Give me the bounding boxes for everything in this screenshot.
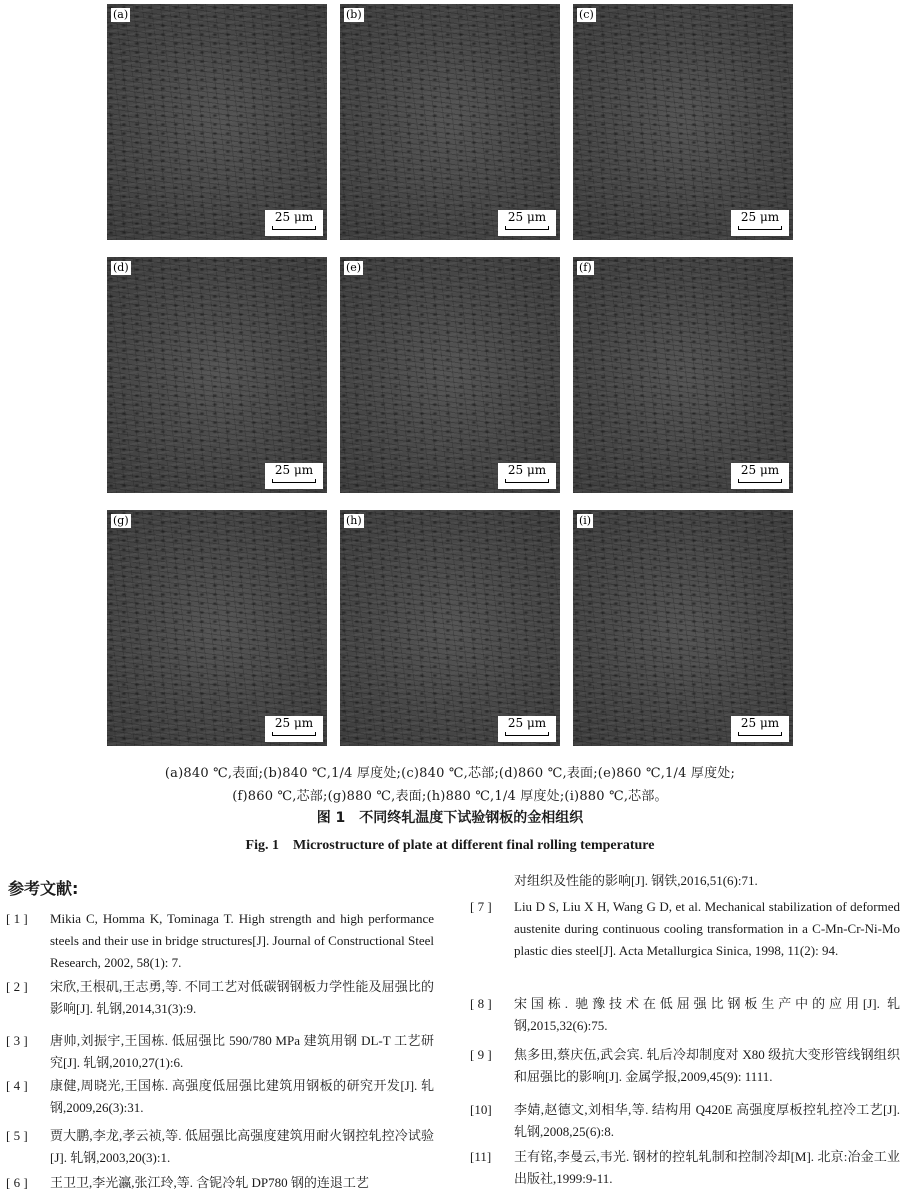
reference-text: 贾大鹏,李龙,孝云祯,等. 低屈强比高强度建筑用耐火钢控轧控冷试验[J]. 轧钢,2003,20(3):1. (50, 1128, 434, 1165)
scale-bar-label: 25 μm (507, 463, 547, 477)
reference-text: 唐帅,刘振宇,王国栋. 低屈强比 590/780 MPa 建筑用钢 DL-T 工艺研究[J]. 轧钢,2010,27(1):6. (50, 1033, 434, 1070)
panel-label: (a) (113, 8, 129, 21)
reference-item (6, 1075, 434, 1119)
panel-label: (g) (113, 514, 129, 527)
micrograph-panel (340, 4, 560, 240)
reference-number: [ 3 ] (6, 1033, 28, 1048)
figure-caption-chinese: 图 1 不同终轧温度下试验钢板的金相组织 (316, 810, 584, 826)
reference-text: Liu D S, Liu X H, Wang G D, et al. Mechanical stabilization of deformed austenite during continuous cooling transformation in a C-Mn-Cr-Ni-Mo plastic dies steel[J]. Acta Metallurgica Sinica, 1998, 11(2): 94. (514, 899, 900, 958)
scale-bar-label: 25 μm (274, 210, 314, 224)
references-heading: 参考文献: (8, 879, 79, 898)
scale-bar (265, 210, 323, 236)
panel-label: (i) (579, 514, 592, 527)
scale-bar-label: 25 μm (274, 716, 314, 730)
micrograph-panel (573, 510, 793, 746)
reference-text: Mikia C, Homma K, Tominaga T. High strength and high performance steels and their use in bridge structures[J]. Journal of Constructional Steel Research, 2002, 58(1): 7. (50, 911, 434, 970)
reference-number: [ 9 ] (470, 1047, 492, 1062)
reference-text: 对组织及性能的影响[J]. 钢铁,2016,51(6):71. (514, 873, 758, 888)
scale-bar (498, 463, 556, 489)
reference-item (6, 1030, 434, 1074)
micrograph-panel (573, 4, 793, 240)
panel-label: (e) (346, 261, 362, 274)
reference-text: 李婧,赵德文,刘相华,等. 结构用 Q420E 高强度厚板控轧控冷工艺[J]. 轧钢,2008,25(6):8. (514, 1102, 900, 1139)
micrograph-panel (573, 257, 793, 493)
reference-text: 王卫卫,李光瀛,张江玲,等. 含铌冷轧 DP780 钢的连退工艺 (50, 1175, 369, 1190)
scale-bar-label: 25 μm (507, 716, 547, 730)
reference-number: [ 1 ] (6, 911, 28, 926)
scale-bar (265, 716, 323, 742)
reference-item (470, 1146, 900, 1190)
reference-number: [ 7 ] (470, 899, 492, 914)
reference-number: [11] (470, 1149, 492, 1164)
reference-item (6, 908, 434, 974)
reference-number: [ 5 ] (6, 1128, 28, 1143)
reference-number: [ 2 ] (6, 979, 28, 994)
figure-subcaption-line-1: (a)840 ℃,表面;(b)840 ℃,1/4 厚度处;(c)840 ℃,芯部;(d)860 ℃,表面;(e)860 ℃,1/4 厚度处; (164, 766, 736, 781)
reference-item (470, 993, 900, 1037)
scale-bar (731, 463, 789, 489)
micrograph-panel (107, 257, 327, 493)
reference-number: [ 6 ] (6, 1175, 28, 1190)
micrograph-panel (340, 257, 560, 493)
panel-label: (h) (346, 514, 362, 527)
scale-bar (498, 716, 556, 742)
reference-item (6, 1172, 434, 1194)
reference-text: 宋国栋. 驰豫技术在低屈强比钢板生产中的应用[J]. 轧钢,2015,32(6):75. (514, 996, 900, 1033)
reference-number: [ 4 ] (6, 1078, 28, 1093)
reference-item (6, 1125, 434, 1169)
scale-bar-label: 25 μm (740, 716, 780, 730)
panel-label: (c) (579, 8, 594, 21)
reference-text: 焦多田,蔡庆伍,武会宾. 轧后冷却制度对 X80 级抗大变形管线钢组织和屈强比的影响[J]. 金属学报,2009,45(9): 1111. (514, 1047, 900, 1084)
scale-bar-label: 25 μm (740, 463, 780, 477)
micrograph-panel (107, 510, 327, 746)
micrograph-panel (107, 4, 327, 240)
reference-number: [ 8 ] (470, 996, 492, 1011)
panel-label: (d) (113, 261, 129, 274)
reference-item (470, 1099, 900, 1143)
figure-caption-english: Fig. 1 Microstructure of plate at different final rolling temperature (245, 838, 655, 853)
reference-number: [10] (470, 1102, 492, 1117)
reference-text: 康健,周晓光,王国栋. 高强度低屈强比建筑用钢板的研究开发[J]. 轧钢,2009,26(3):31. (50, 1078, 434, 1115)
figure-subcaption-line-2: (f)860 ℃,芯部;(g)880 ℃,表面;(h)880 ℃,1/4 厚度处;(i)880 ℃,芯部。 (232, 789, 668, 804)
scale-bar (731, 716, 789, 742)
reference-text: 王有铭,李曼云,韦光. 钢材的控轧轧制和控制冷却[M]. 北京:冶金工业出版社,1999:9-11. (514, 1149, 900, 1186)
panel-label: (f) (579, 261, 592, 274)
micrograph-panel (340, 510, 560, 746)
scale-bar-label: 25 μm (507, 210, 547, 224)
reference-continuation (470, 870, 900, 892)
reference-item (470, 1044, 900, 1088)
scale-bar-label: 25 μm (274, 463, 314, 477)
scale-bar (265, 463, 323, 489)
reference-item (470, 896, 900, 962)
scale-bar (731, 210, 789, 236)
panel-label: (b) (346, 8, 362, 21)
reference-text: 宋欣,王根矶,王志勇,等. 不同工艺对低碳钢钢板力学性能及屈强比的影响[J]. 轧钢,2014,31(3):9. (50, 979, 434, 1016)
scale-bar (498, 210, 556, 236)
scale-bar-label: 25 μm (740, 210, 780, 224)
reference-item (6, 976, 434, 1020)
